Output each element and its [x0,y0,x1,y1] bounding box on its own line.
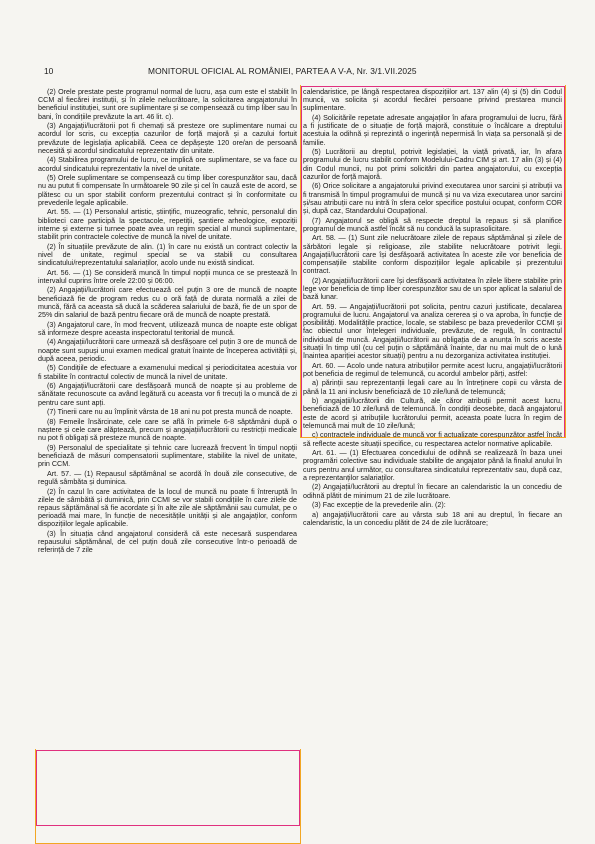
page-header [38,66,565,80]
paragraph: Art. 55. — (1) Personalul artistic, științific, muzeografic, tehnic, personalul din biblioteci care participă la spectacole, repetiții, șantiere arheologice, expoziții interne și externe și turnee poate avea un regim special al muncii suplimentare, stabilit prin contractele colective de muncă la nivel de unitate. [38,208,297,242]
paragraph: (5) Orele suplimentare se compensează cu timp liber corespunzător sau, dacă nu au putut fi compensate în următoarele 90 zile și cel în cauză este de acord, se plătesc cu un spor stabilit conform prezentului contract și în conformitate cu prevederile legale aplicabile. [38,174,297,207]
paragraph: Art. 58. — (1) Sunt zile nelucrătoare zilele de repaus săptămânal și zilele de sărbători legale și religioase, zile stabilite nelucrătoare potrivit legii. Angajații/lucrătorii care își desfășoară activitatea în aceste zile vor beneficia de compensațiile stabilite conform dispozițiilor legale aplicabile și prezentului contract. [303,234,562,276]
publication-title: MONITORUL OFICIAL AL ROMÂNIEI, PARTEA A V-A, Nr. 3/1.VII.2025 [148,66,417,76]
paragraph: (8) Femeile însărcinate, cele care se află în primele 6-8 săptămâni după o naștere și cele care alăptează, precum și angajații/lucrătorii cu restricții medicale nu pot fi obligați să presteze muncă de noapte. [38,417,297,443]
paragraph: (6) Angajații/lucrătorii care desfășoară muncă de noapte și au probleme de sănătate recunoscute ca având legătură cu aceasta vor fi trecuți la o muncă de zi pentru care sunt apți. [38,382,297,407]
paragraph: (3) Fac excepție de la prevederile alin. (2): [312,501,446,510]
left-column [38,88,297,823]
paragraph: (5) Lucrătorii au dreptul, potrivit legislației, la viață privată, iar, în afara programului de lucru stabilit conform Modelului-Cadru CIM și art. 17 alin (3) și (4) din Codul muncii, nu pot primi solicitări din partea angajatorului, cu excepția cazurilor de forță majoră. [303,148,562,181]
paragraph: (4) Stabilirea programului de lucru, ce implică ore suplimentare, se va face cu acordul sindicatului reprezentativ la nivel de unitate. [38,156,297,173]
paragraph: (2) În situațiile prevăzute de alin. (1) în care nu există un contract colectiv la nivel de unitate, regimul special se va stabili cu consultarea sindicatului/reprezentatului salariaților, acolo unde nu există sindicat. [38,242,297,268]
paragraph: c) contractele individuale de muncă vor fi actualizate corespunzător astfel încât să reflecte aceste situații specifice, cu respectarea actelor normative aplicabile. [303,431,562,448]
paragraph: (2) Orele prestate peste programul normal de lucru, așa cum este el stabilit în CCM al fiecărei instituții, și în zilele nelucrătoare, la solicitarea angajatorului în beneficiul instituției, sunt ore suplimentare și se compensează cu timp liber sau în bani, în condițiile prevăzute la art. 46 lit. c). [38,88,297,121]
paragraph: calendaristice, pe lângă respectarea dispozițiilor art. 137 alin (4) și (5) din Codul muncii, va solicita și acordul fiecărei persoane privind prestarea muncii suplimentare. [303,88,562,113]
paragraph: (7) Angajatorul se obligă să respecte dreptul la repaus și să planifice programul de muncă astfel încât să nu conducă la suprasolicitare. [303,216,562,233]
paragraph: Art. 60. — Acolo unde natura atribuțiilor permite acest lucru, angajații/lucrătorii pot beneficia de regimul de telemuncă, cu acordul ambelor părți, astfel: [303,361,562,378]
paragraph: (6) Orice solicitare a angajatorului privind executarea unor sarcini și atribuții va fi transmisă în timpul programului de muncă și nu va viza executarea unor sarcini și/sau atribuții care nu intră în sfera celor specifice postului ocupat, conform COR și, după caz, Standardului Ocupațional. [303,182,562,216]
paragraph: (3) Angajații/lucrătorii pot fi chemați să presteze ore suplimentare numai cu acordul lor scris, cu excepția cazurilor de forță majoră și a cazului fortuit prevăzute de legislația aplicabilă. Ceea ce depășește 120 ore/an de persoană necesită și acordul sindicatului reprezentativ din unitate. [38,122,297,155]
paragraph: (2) În cazul în care activitatea de la locul de muncă nu poate fi întreruptă în zilele de sâmbătă și duminică, prin CCMI se vor stabili condițiile în care zilele de repaus săptămânal să fie acordate și în alte zile ale săptămânii sau cumulat, pe o perioadă mai mare, în funcție de necesitățile unității și ale angajaților, conform dispozițiilor legale aplicabile. [38,487,297,529]
page-number: 10 [44,66,54,76]
paragraph: Art. 57. — (1) Repausul săptămânal se acordă în două zile consecutive, de regulă sâmbăta și duminica. [38,469,297,486]
paragraph: a) angajații/lucrătorii care au vârsta sub 18 ani au dreptul, în fiecare an calendaristic, la un concediu plătit de 24 de zile lucrătoare; [303,510,562,528]
paragraph: Art. 56. — (1) Se consideră muncă în timpul nopții munca ce se prestează în intervalul cuprins între orele 22:00 și 06:00. [38,268,297,285]
paragraph: (4) Solicitările repetate adresate angajaților în afara programului de lucru, fără a fi justificate de o situație de forță majoră, constituie o încălcare a dreptului acestuia la odihnă și reprezintă o ingerință nepermisă în viața sa personală și de familie. [303,114,562,147]
paragraph: (9) Personalul de specialitate și tehnic care lucrează frecvent în timpul nopții beneficiază de măsuri compensatorii suplimentare, stabilite la nivel de unitate, prin CCM. [38,443,297,469]
paragraph: b) angajații/lucrătorii din Cultură, ale căror atribuții permit acest lucru, beneficiază de 10 zile/lună de telemuncă. În condiții deosebite, dacă angajatorul este de acord și atribuțiile lucrătorului permit, aceasta poate lucra în regim de telemuncă mai mult de 10 zile/lună; [303,397,562,430]
paragraph: (2) Angajații/lucrătorii care își desfășoară activitatea în zilele libere stabilite prin lege vor beneficia de timp liber corespunzător sau de un spor aplicat la salariul de bază lunar. [303,276,562,302]
paragraph: Art. 59. — Angajații/lucrătorii pot solicita, pentru cazuri justificate, decalarea programului de lucru. Angajatorul va analiza cererea și o va aproba, în funcție de posibilități. Modalitățile practice, locale, se stabilesc pe baza prevederilor CCMI și fac obiectul unor înțelegeri individuale, prevăzute, de regulă, în contractul individual de muncă. Angajații/lucrătorii au obligația de a anunța în scris aceste situații în timp util (cu cel puțin o săptămână înainte, dar nu mai mult de o lună înaintea apariției acestor situații) pentru a nu dezorganiza activitatea instituției. [303,302,562,361]
paragraph: (4) Angajații/lucrătorii care urmează să desfășoare cel puțin 3 ore de muncă de noapte sunt supuși unui examen medical gratuit înainte de începerea activității și, după aceea, periodic. [38,338,297,363]
paragraph: (5) Condițiile de efectuare a examenului medical și periodicitatea acestuia vor fi stabilite în contractul colectiv de muncă la nivel de unitate. [38,364,297,381]
paragraph: a) părinții sau reprezentanții legali care au în întreținere copii cu vârsta de până la 11 ani inclusiv beneficiază de 10 zile/lună de telemuncă; [303,379,562,396]
paragraph: Art. 61. — (1) Efectuarea concediului de odihnă se realizează în baza unei programări colective sau individuale stabilite de angajator până la finalul anului în curs pentru anul următor, cu consultarea sindicatului reprezentativ sau, după caz, a reprezentanților salariaților. [303,449,562,482]
paragraph: (7) Tinerii care nu au împlinit vârsta de 18 ani nu pot presta muncă de noapte. [47,408,293,417]
paragraph: (3) În situația când angajatorul consideră că este necesară suspendarea repausului săptămânal, de cel puțin două zile consecutive într-o perioadă de referință de 7 zile [38,530,297,555]
paragraph: (2) Angajații/lucrătorii au dreptul în fiecare an calendaristic la un concediu de odihnă plătit de minimum 21 de zile lucrătoare. [303,483,562,500]
right-column [303,88,562,823]
paragraph: (3) Angajatorul care, în mod frecvent, utilizează munca de noapte este obligat să informeze despre aceasta inspectoratul teritorial de muncă. [38,320,297,337]
paragraph: (2) Angajații/lucrătorii care efectuează cel puțin 3 ore de muncă de noapte beneficiază fie de program redus cu o oră față de durata normală a zilei de muncă, fără ca aceasta să ducă la scăderea salariului de bază, fie de un spor de 25% din salariul de bază pentru fiecare oră de muncă de noapte prestată. [38,286,297,320]
